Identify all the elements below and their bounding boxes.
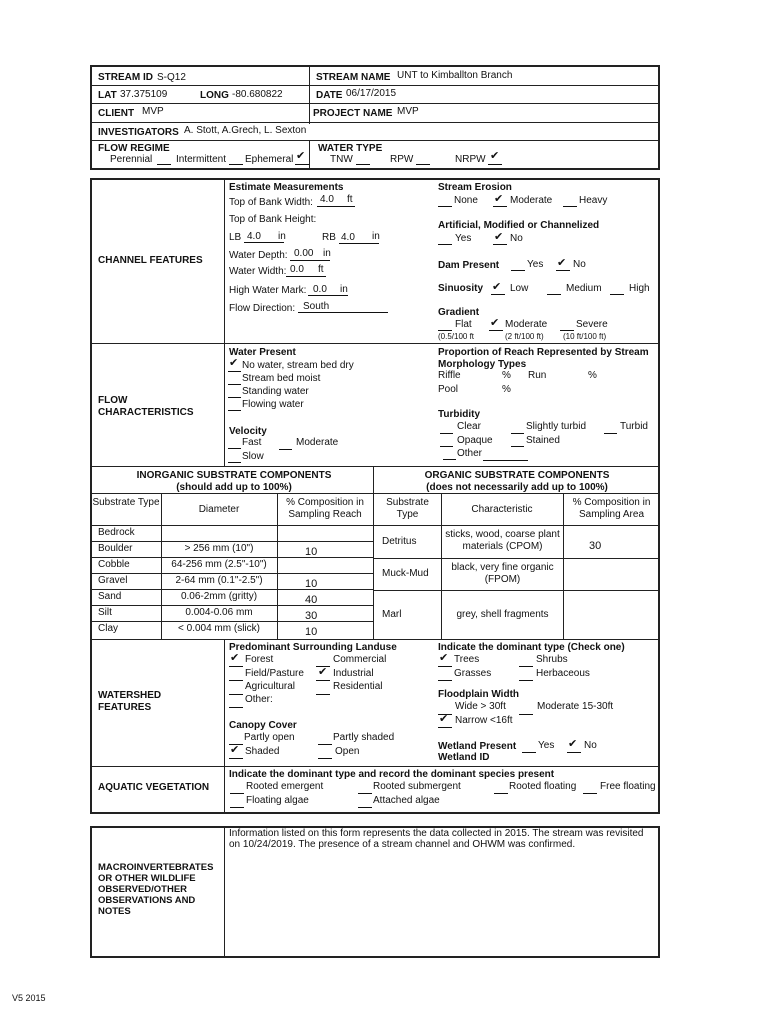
inorganic-col-type: Substrate Type [92,497,160,508]
sinuosity-label: Sinuosity [438,283,484,294]
sinuosity-high-label: High [629,283,650,294]
gradient-moderate-label: Moderate [505,319,548,330]
inorganic-type: Boulder [98,543,133,554]
landuse-residential-label: Residential [333,681,383,692]
project-value: MVP [397,106,419,117]
no-water-check-icon: ✔ [229,357,239,369]
estimate-title: Estimate Measurements [229,182,344,193]
gradient-flat-label: Flat [455,319,472,330]
stream-name-value: UNT to Kimballton Branch [397,70,513,81]
inorganic-type: Sand [98,591,122,602]
long-label: LONG [200,90,229,101]
turbidity-clear-label: Clear [457,421,481,432]
canopy-title: Canopy Cover [229,720,297,731]
notes-label: MACROINVERTEBRATES OR OTHER WILDLIFE OBSERVED/OTHER OBSERVATIONS AND NOTES [98,862,214,917]
water-depth-label: Water Depth: [229,250,288,261]
artificial-title: Artificial, Modified or Channelized [438,220,600,231]
artificial-no-check-icon: ✔ [494,231,504,243]
inorganic-diameter: > 256 mm (10") [184,543,254,554]
organic-characteristic: black, very fine organic (FPOM) [451,562,554,585]
sinuosity-medium-label: Medium [566,283,602,294]
aquatic-title: Indicate the dominant type and record the dominant species present [229,769,555,780]
ephemeral-check-icon: ✔ [296,150,306,162]
flow-direction-label: Flow Direction: [229,303,296,314]
attached-algae-label: Attached algae [373,795,440,806]
turbidity-slightly-label: Slightly turbid [526,421,587,432]
erosion-none-label: None [454,195,478,206]
gradient-moderate-note: (2 ft/100 ft) [505,332,544,341]
stream-id-label: STREAM ID [98,72,153,83]
channel-features-label: CHANNEL FEATURES [98,255,203,266]
rb-label: RB [322,232,336,243]
organic-col-characteristic: Characteristic [471,504,533,515]
gradient-moderate-check-icon: ✔ [490,317,500,329]
in-unit: in [340,284,348,295]
landuse-industrial-label: Industrial [333,668,374,679]
stream-name-label: STREAM NAME [316,72,391,83]
canopy-shaded-label: Shaded [245,746,280,757]
organic-type: Marl [382,608,402,620]
wetland-no-check-icon: ✔ [568,738,578,750]
wetland-no-label: No [584,740,597,751]
landuse-field-label: Field/Pasture [245,668,304,679]
erosion-moderate-check-icon: ✔ [494,193,504,205]
artificial-yes-label: Yes [455,233,472,244]
nrpw-check-icon: ✔ [490,150,500,162]
inorganic-col-diameter: Diameter [198,504,240,515]
main-box [90,178,660,814]
canopy-partly-open-label: Partly open [244,732,295,743]
flow-regime-label: FLOW REGIME [98,143,170,154]
water-moist-label: Stream bed moist [242,373,321,384]
tnw-label: TNW [330,154,353,165]
wetland-id-label: Wetland ID [438,752,490,763]
wetland-present-label: Wetland Present [438,741,517,752]
top-bank-width-label: Top of Bank Width: [229,197,313,208]
inorganic-diameter: < 0.004 mm (slick) [178,623,260,634]
top-bank-height-label: Top of Bank Height: [229,214,317,225]
organic-pct: 30 [589,540,602,552]
stream-id-value: S-Q12 [157,72,186,83]
inorganic-pct: 10 [305,626,318,638]
intermittent-label: Intermittent [176,154,227,165]
wetland-yes-label: Yes [538,740,555,751]
velocity-slow-label: Slow [242,451,264,462]
rooted-emergent-label: Rooted emergent [246,781,324,792]
dominant-type-title: Indicate the dominant type (Check one) [438,642,625,653]
organic-characteristic: grey, shell fragments [456,608,549,620]
gradient-severe-note: (10 ft/100 ft) [563,332,607,341]
run-pct: % [588,370,597,381]
gradient-title: Gradient [438,307,480,318]
high-water-mark-label: High Water Mark: [229,285,307,296]
landuse-commercial-label: Commercial [333,654,387,665]
narrow-check-icon: ✔ [439,713,449,725]
ft-unit: ft [318,264,324,275]
turbidity-turbid-label: Turbid [620,421,648,432]
water-present-title: Water Present [229,347,296,358]
ft-unit: ft [347,194,353,205]
organic-type: Detritus [382,535,417,547]
pool-pct: % [502,384,511,395]
sinuosity-low-label: Low [510,283,529,294]
landuse-title: Predominant Surrounding Landuse [229,642,397,653]
nrpw-label: NRPW [455,154,486,165]
high-water-mark-value: 0.0 [313,284,327,295]
dam-no-label: No [573,259,586,270]
landuse-other-label: Other: [245,694,273,705]
floodplain-wide-label: Wide > 30ft [455,701,506,712]
velocity-moderate-label: Moderate [296,437,339,448]
velocity-title: Velocity [229,426,267,437]
date-label: DATE [316,90,343,101]
dominant-shrubs-label: Shrubs [536,654,568,665]
lat-value: 37.375109 [120,89,168,100]
floodplain-title: Floodplain Width [438,689,520,700]
industrial-check-icon: ✔ [318,666,328,678]
organic-subtitle: (does not necessarily add up to 100%) [426,482,608,493]
rooted-floating-label: Rooted floating [509,781,577,792]
rooted-submergent-label: Rooted submergent [373,781,461,792]
water-width-label: Water Width: [229,266,287,277]
date-value: 06/17/2015 [346,88,397,99]
sinuosity-low-check-icon: ✔ [492,281,502,293]
landuse-agricultural-label: Agricultural [245,681,296,692]
inorganic-type: Cobble [98,559,130,570]
floating-algae-label: Floating algae [246,795,309,806]
water-depth-value: 0.00 [294,248,314,259]
organic-col-type: Substrate Type [386,497,429,520]
inorganic-diameter: 2-64 mm (0.1"-2.5") [175,575,263,586]
in-unit: in [278,231,286,242]
top-bank-width-value: 4.0 [320,194,334,205]
dam-yes-label: Yes [527,259,544,270]
in-unit: in [323,248,331,259]
lat-label: LAT [98,90,117,101]
notes-text: Information listed on this form represents the data collected in 2015. The stream was revisited on 10/24/2019. The presence of a stream channel and OHWM was confirmed. [229,828,644,850]
floodplain-narrow-label: Narrow <16ft [455,715,513,726]
inorganic-type: Bedrock [98,527,135,538]
turbidity-title: Turbidity [438,409,481,420]
canopy-open-label: Open [335,746,360,757]
pool-label: Pool [438,384,459,395]
water-type-label: WATER TYPE [318,143,383,154]
organic-title: ORGANIC SUBSTRATE COMPONENTS [424,470,610,481]
erosion-heavy-label: Heavy [579,195,608,206]
stream-erosion-title: Stream Erosion [438,182,512,193]
inorganic-type: Silt [98,607,112,618]
proportion-title-line1: Proportion of Reach Represented by Stream [438,347,649,358]
client-label: CLIENT [98,108,135,119]
water-no-water-label: No water, stream bed dry [242,360,354,371]
perennial-label: Perennial [110,154,153,165]
shaded-check-icon: ✔ [230,744,240,756]
watershed-features-label: WATERSHED FEATURES [98,690,162,713]
inorganic-pct: 10 [305,578,318,590]
dominant-grasses-label: Grasses [454,668,492,679]
rb-value: 4.0 [341,232,355,243]
artificial-no-label: No [510,233,523,244]
trees-check-icon: ✔ [439,652,449,664]
lb-label: LB [229,232,242,243]
inorganic-diameter: 0.004-0.06 mm [185,607,253,618]
turbidity-stained-label: Stained [526,435,560,446]
free-floating-label: Free floating [600,781,656,792]
gradient-severe-label: Severe [576,319,608,330]
gradient-flat-note: (0.5/100 ft [438,332,475,341]
lb-value: 4.0 [247,231,261,242]
inorganic-type: Clay [98,623,119,634]
forest-check-icon: ✔ [230,652,240,664]
dam-present-label: Dam Present [438,260,500,271]
inorganic-pct: 30 [305,610,318,622]
proportion-title-line2: Morphology Types [438,359,527,370]
riffle-pct: % [502,370,511,381]
rpw-label: RPW [390,154,414,165]
client-value: MVP [142,106,164,117]
inorganic-subtitle: (should add up to 100%) [176,482,292,493]
inorganic-pct: 10 [305,546,318,558]
flow-direction-value: South [303,301,330,312]
investigators-label: INVESTIGATORS [98,127,179,138]
inorganic-type: Gravel [98,575,128,586]
aquatic-vegetation-label: AQUATIC VEGETATION [98,782,210,793]
organic-characteristic: sticks, wood, coarse plant materials (CPOM) [445,529,560,552]
run-label: Run [528,370,547,381]
inorganic-diameter: 64-256 mm (2.5"-10") [171,559,267,570]
inorganic-pct: 40 [305,594,318,606]
water-flowing-label: Flowing water [242,399,304,410]
long-value: -80.680822 [232,89,283,100]
organic-type: Muck-Mud [382,568,429,579]
project-label: PROJECT NAME [313,108,393,119]
water-width-value: 0.0 [290,264,304,275]
erosion-moderate-label: Moderate [510,195,553,206]
investigators-value: A. Stott, A.Grech, L. Sexton [184,125,307,136]
ephemeral-label: Ephemeral [245,154,294,165]
in-unit: in [372,231,380,242]
canopy-partly-shaded-label: Partly shaded [333,732,395,743]
inorganic-col-pct: % Composition in Sampling Reach [286,497,364,520]
inorganic-title: INORGANIC SUBSTRATE COMPONENTS [136,470,332,481]
water-standing-label: Standing water [242,386,309,397]
velocity-fast-label: Fast [242,437,262,448]
turbidity-opaque-label: Opaque [457,435,493,446]
turbidity-other-label: Other [457,448,483,459]
riffle-label: Riffle [438,370,461,381]
floodplain-moderate-label: Moderate 15-30ft [537,701,614,712]
inorganic-diameter: 0.06-2mm (gritty) [180,591,258,602]
flow-characteristics-label: FLOW CHARACTERISTICS [98,395,194,418]
organic-col-pct: % Composition in Sampling Area [572,497,651,520]
dam-no-check-icon: ✔ [557,257,567,269]
landuse-forest-label: Forest [245,654,274,665]
dominant-trees-label: Trees [454,654,480,665]
version-label: V5 2015 [12,993,46,1003]
dominant-herbaceous-label: Herbaceous [536,668,590,679]
